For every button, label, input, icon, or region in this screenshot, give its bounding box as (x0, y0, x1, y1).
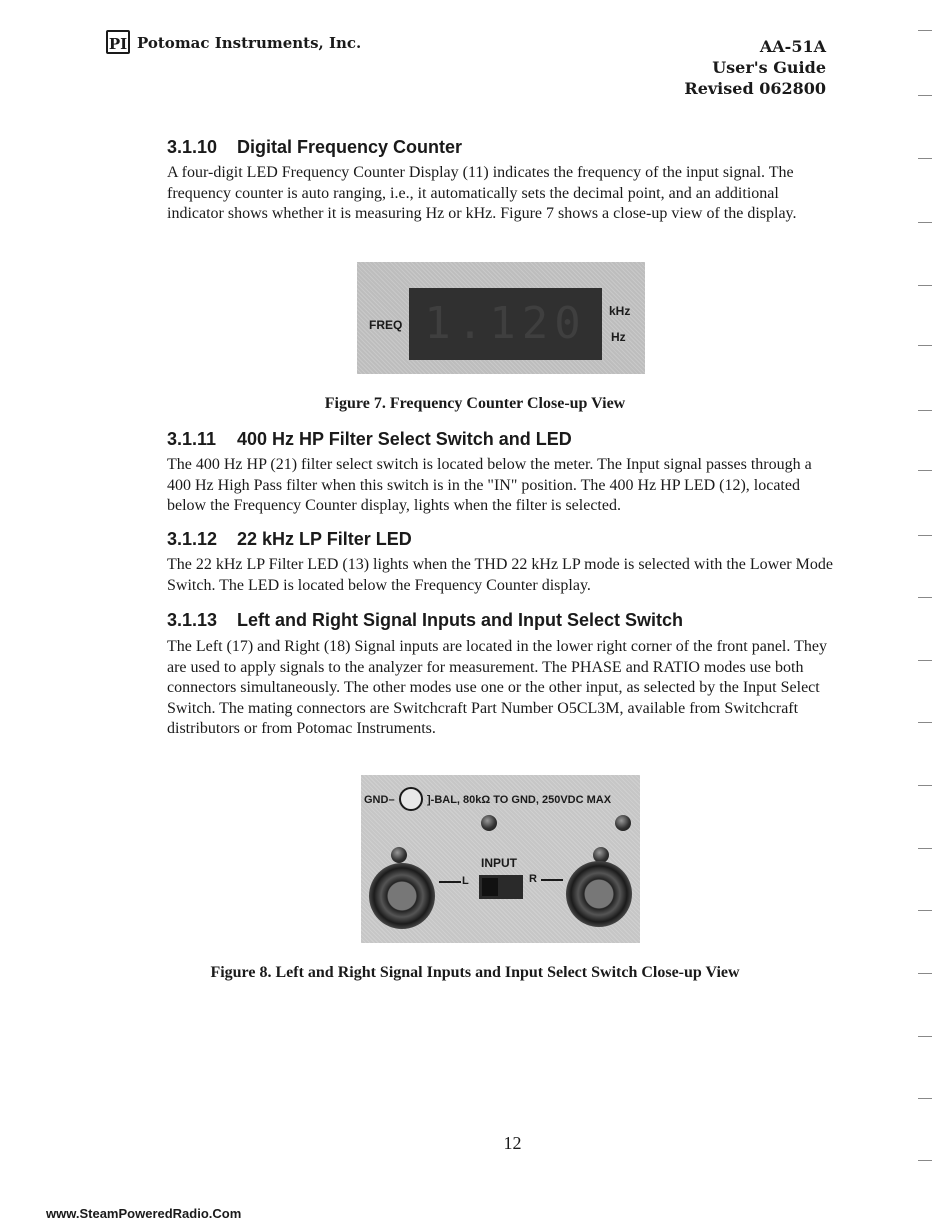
binder-mark (918, 1160, 932, 1161)
binder-mark (918, 470, 932, 471)
binder-mark (918, 848, 932, 849)
section-body-3-1-13: The Left (17) and Right (18) Signal inputs are located in the lower right corner of the front panel. They are used to apply signals to the analyzer for measurement. The PHASE and RATIO modes use both connectors simultaneously. The other modes use one or the other input, as selected by the Input Select Switch. The mating connectors are Switchcraft Part Number O5CL3M, available from Switchcraft distributors or from Potomac Instruments. (167, 638, 827, 737)
left-label: L (462, 875, 469, 887)
section-title: Digital Frequency Counter (237, 137, 463, 157)
page-number: 12 (503, 1133, 522, 1153)
section-heading-3-1-12 (167, 529, 412, 550)
figure-7-caption: Figure 7. Frequency Counter Close-up View (324, 395, 626, 412)
company-logo: PI (106, 30, 130, 54)
binder-mark (918, 285, 932, 286)
right-indicator-line (541, 879, 563, 881)
model-number: AA-51A (759, 37, 826, 56)
led-indicator-left (481, 815, 497, 831)
right-label: R (529, 873, 537, 885)
document-header (684, 36, 826, 99)
section-number: 3.1.13 (167, 610, 218, 630)
binder-mark (918, 660, 932, 661)
section-body-3-1-12: The 22 kHz LP Filter LED (13) lights when the THD 22 kHz LP mode is selected with the Lower Mode Switch. The LED is located below the Frequency Counter display. (167, 556, 833, 594)
section-title: 400 Hz HP Filter Select Switch and LED (237, 429, 572, 449)
left-indicator-line (439, 881, 461, 883)
revision: Revised 062800 (684, 79, 826, 98)
right-xlr-connector (566, 861, 632, 927)
frequency-counter-figure (357, 262, 645, 374)
binder-mark (918, 785, 932, 786)
binder-mark (918, 973, 932, 974)
binder-mark (918, 722, 932, 723)
led-indicator-right (615, 815, 631, 831)
section-body-3-1-10: A four-digit LED Frequency Counter Display (11) indicates the frequency of the input signal. The frequency counter is auto ranging, i.e., it automatically sets the decimal point, and an additional indicator shows whether it is measuring Hz or kHz. Figure 7 shows a close-up view of the display. (167, 164, 797, 222)
binder-mark (918, 30, 932, 31)
khz-label: kHz (609, 304, 631, 318)
switch-knob (482, 878, 498, 896)
gnd-label: GND– (364, 794, 395, 806)
section-number: 3.1.10 (167, 137, 218, 157)
binder-mark (918, 95, 932, 96)
binder-mark (918, 910, 932, 911)
binder-mark (918, 1098, 932, 1099)
freq-label: FREQ (369, 318, 403, 332)
frequency-display: 1.120 (409, 288, 602, 360)
section-title: 22 kHz LP Filter LED (237, 529, 412, 549)
binder-mark (918, 535, 932, 536)
section-heading-3-1-11 (167, 429, 572, 450)
section-number: 3.1.11 (167, 429, 217, 449)
input-select-switch[interactable] (479, 875, 523, 899)
company-name: Potomac Instruments, Inc. (137, 34, 362, 52)
xlr-pinout-icon (399, 787, 423, 811)
binder-mark (918, 1036, 932, 1037)
section-heading-3-1-13 (167, 610, 683, 631)
section-title: Left and Right Signal Inputs and Input Select Switch (237, 610, 684, 630)
left-xlr-connector (369, 863, 435, 929)
figure-8-caption: Figure 8. Left and Right Signal Inputs and Input Select Switch Close-up View (210, 964, 740, 981)
section-body-3-1-11: The 400 Hz HP (21) filter select switch is located below the meter. The Input signal passes through a 400 Hz High Pass filter when this switch is in the "IN" position. The 400 Hz HP LED (12), located below the Frequency Counter display, lights when the filter is selected. (167, 456, 812, 514)
section-heading-3-1-10 (167, 137, 462, 158)
source-watermark: www.SteamPoweredRadio.Com (46, 1206, 242, 1221)
binder-mark (918, 158, 932, 159)
hz-label: Hz (611, 330, 626, 344)
signal-inputs-figure (361, 775, 640, 943)
section-number: 3.1.12 (167, 529, 218, 549)
binder-mark (918, 410, 932, 411)
spec-label: ]-BAL, 80kΩ TO GND, 250VDC MAX (427, 794, 612, 806)
binder-mark (918, 345, 932, 346)
binder-mark (918, 222, 932, 223)
doc-title: User's Guide (712, 58, 826, 77)
led-indicator-l-input (391, 847, 407, 863)
input-label: INPUT (481, 856, 517, 870)
binder-mark (918, 597, 932, 598)
